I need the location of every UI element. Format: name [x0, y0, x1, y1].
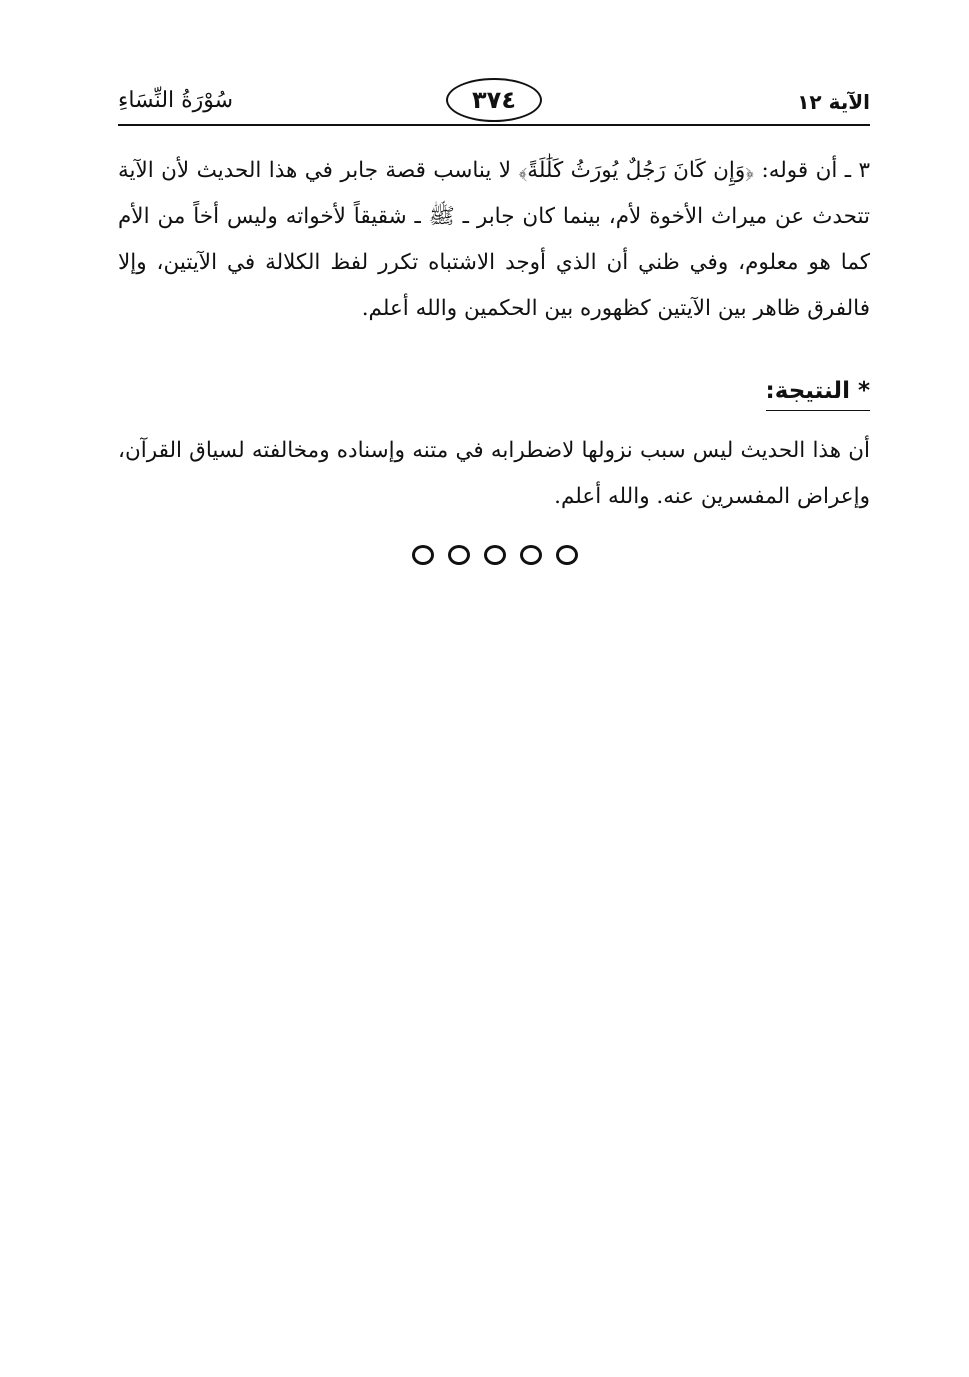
- honorific-symbol: ﷺ: [428, 204, 455, 229]
- separator-circle-icon: [412, 545, 434, 565]
- conclusion-text: أن هذا الحديث ليس سبب نزولها لاضطرابه في متنه وإسناده ومخالفته لسياق القرآن، وإعراض المفسرين عنه. والله أعلم.: [118, 438, 870, 509]
- conclusion-heading-wrap: [766, 378, 870, 411]
- paragraph-text-1: لا يناسب قصة جابر في هذا الحديث لأن الآية تتحدث عن ميراث الأخوة لأم، بينما كان جابر ـ: [118, 158, 870, 229]
- separator-circle-icon: [448, 545, 470, 565]
- header-rule: [118, 124, 870, 126]
- page-number-frame: [446, 78, 542, 122]
- page-header: [118, 78, 870, 122]
- conclusion-heading: * النتيجة:: [766, 378, 870, 411]
- separator-circle-icon: [520, 545, 542, 565]
- page-number: ٣٧٤: [472, 86, 516, 114]
- surah-title: سُوْرَةُ النِّسَاءِ: [118, 88, 234, 113]
- main-text: [118, 148, 870, 332]
- separator-circle-icon: [556, 545, 578, 565]
- point-three-paragraph: [118, 148, 870, 332]
- separator-circle-icon: [484, 545, 506, 565]
- paragraph-prefix: ٣ ـ أن قوله:: [754, 158, 870, 183]
- paragraph-text-2: ـ شقيقاً لأخواته وليس أخاً من الأم كما هو معلوم، وفي ظني أن الذي أوجد الاشتباه تكرر لفظ الكلالة في الآيتين، وإلا فالفرق ظاهر بين الآيتين كظهوره بين الحكمين والله أعلم.: [118, 204, 870, 321]
- verse-reference: الآية ١٢: [797, 90, 870, 114]
- section-separator: [412, 542, 578, 568]
- quran-quote: ﴿وَإِن كَانَ رَجُلٌ يُورَثُ كَلَٰلَةً﴾: [518, 158, 755, 183]
